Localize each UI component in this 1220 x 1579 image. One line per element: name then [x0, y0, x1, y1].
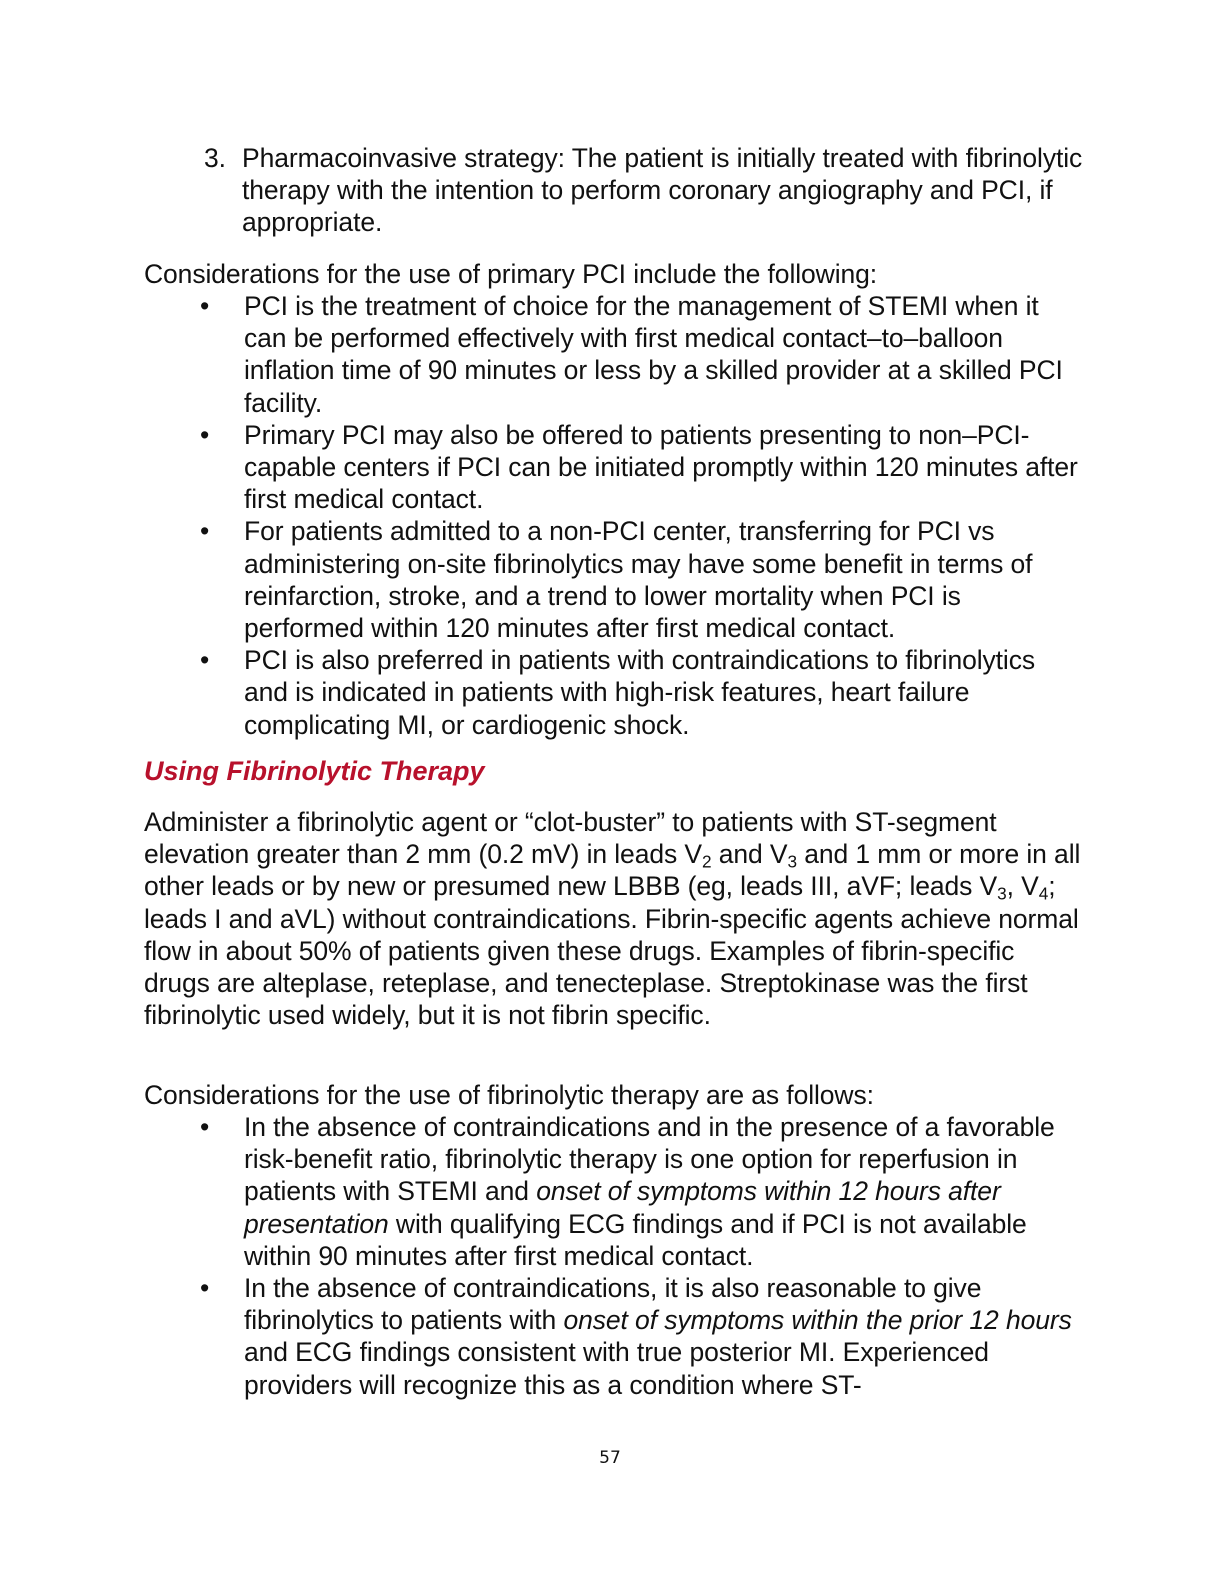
bullet-icon: •	[200, 516, 210, 547]
list-item	[144, 515, 1084, 644]
pci-intro: Considerations for the use of primary PCI include the following:	[144, 259, 878, 289]
list-item-text: PCI is the treatment of choice for the management of STEMI when it can be performed effectively with first medical contact–to–balloon inflation time of 90 minutes or less by a skilled provider at a skilled PCI facility.	[244, 291, 1063, 418]
emphasis: onset of symptoms within 12 hours after presentation	[244, 1176, 1001, 1239]
subscript: 3	[997, 883, 1007, 904]
text-run: and 1 mm or more in all other leads or by new or presumed new LBBB (eg, leads III, aVF; leads V	[144, 839, 1081, 902]
list-item	[144, 1272, 1084, 1401]
section-heading: Using Fibrinolytic Therapy	[144, 756, 485, 786]
list-item	[144, 290, 1084, 419]
fibrinolytic-paragraph	[144, 806, 1084, 1031]
bullet-icon: •	[200, 645, 210, 676]
numbered-item-3	[204, 142, 1084, 239]
text-run: ; leads I and aVL) without contraindications. Fibrin-specific agents achieve normal flow in about 50% of patients given these drugs. Examples of fibrin-specific drugs are alteplase, reteplase, and tenecteplase. Streptokinase was the first fibrinolytic used widely, but it is not fibrin specific.	[144, 871, 1079, 1031]
text-run: , V	[1006, 871, 1039, 902]
subscript: 2	[701, 851, 712, 872]
list-item-text: Primary PCI may also be offered to patients presenting to non–PCI-capable centers if PCI can be initiated promptly within 120 minutes after first medical contact.	[244, 419, 1078, 515]
fibrinolytic-bullet-list	[144, 1111, 1084, 1401]
text-run: In the absence of contraindications and in the presence of a favorable risk-benefit ratio, fibrinolytic therapy is one option for reperfusion in patients with STEMI and	[244, 1112, 1055, 1207]
list-item	[144, 419, 1084, 516]
list-item-text: For patients admitted to a non-PCI center, transferring for PCI vs administering on-site fibrinolytics may have some benefit in terms of reinfarction, stroke, and a trend to lower mortality when PCI is performed within 120 minutes after first medical contact.	[244, 516, 1033, 644]
pci-bullet-list	[144, 290, 1084, 741]
item-text: Pharmacoinvasive strategy: The patient is initially treated with fibrinolytic therapy with the intention to perform coronary angiography and PCI, if appropriate.	[242, 143, 1083, 238]
bullet-icon: •	[200, 419, 210, 450]
subscript: 3	[787, 851, 797, 872]
page-number: 57	[599, 1448, 621, 1468]
text-run: with qualifying ECG findings and if PCI is not available within 90 minutes after first medical contact.	[244, 1208, 1027, 1271]
text-run: and ECG findings consistent with true posterior MI. Experienced providers will recognize this as a condition where ST-	[244, 1337, 989, 1400]
list-item	[144, 1111, 1084, 1272]
bullet-icon: •	[200, 1112, 210, 1142]
item-number: 3.	[204, 143, 226, 173]
subscript: 4	[1038, 883, 1049, 904]
list-item-text: PCI is also preferred in patients with contraindications to fibrinolytics and is indicated in patients with high-risk features, heart failure complicating MI, or cardiogenic shock.	[244, 645, 1036, 740]
fibrinolytic-intro: Considerations for the use of fibrinolytic therapy are as follows:	[144, 1080, 874, 1110]
text-run: Administer a fibrinolytic agent or “clot-buster” to patients with ST-segment elevation greater than 2 mm (0.2 mV) in leads V	[144, 807, 997, 870]
emphasis: onset of symptoms within the prior 12 hours	[563, 1305, 1072, 1336]
bullet-icon: •	[200, 1273, 210, 1304]
bullet-icon: •	[200, 291, 210, 321]
list-item	[144, 644, 1084, 741]
text-run: In the absence of contraindications, it is also reasonable to give fibrinolytics to patients with	[244, 1273, 982, 1336]
text-run: and V	[711, 839, 788, 870]
